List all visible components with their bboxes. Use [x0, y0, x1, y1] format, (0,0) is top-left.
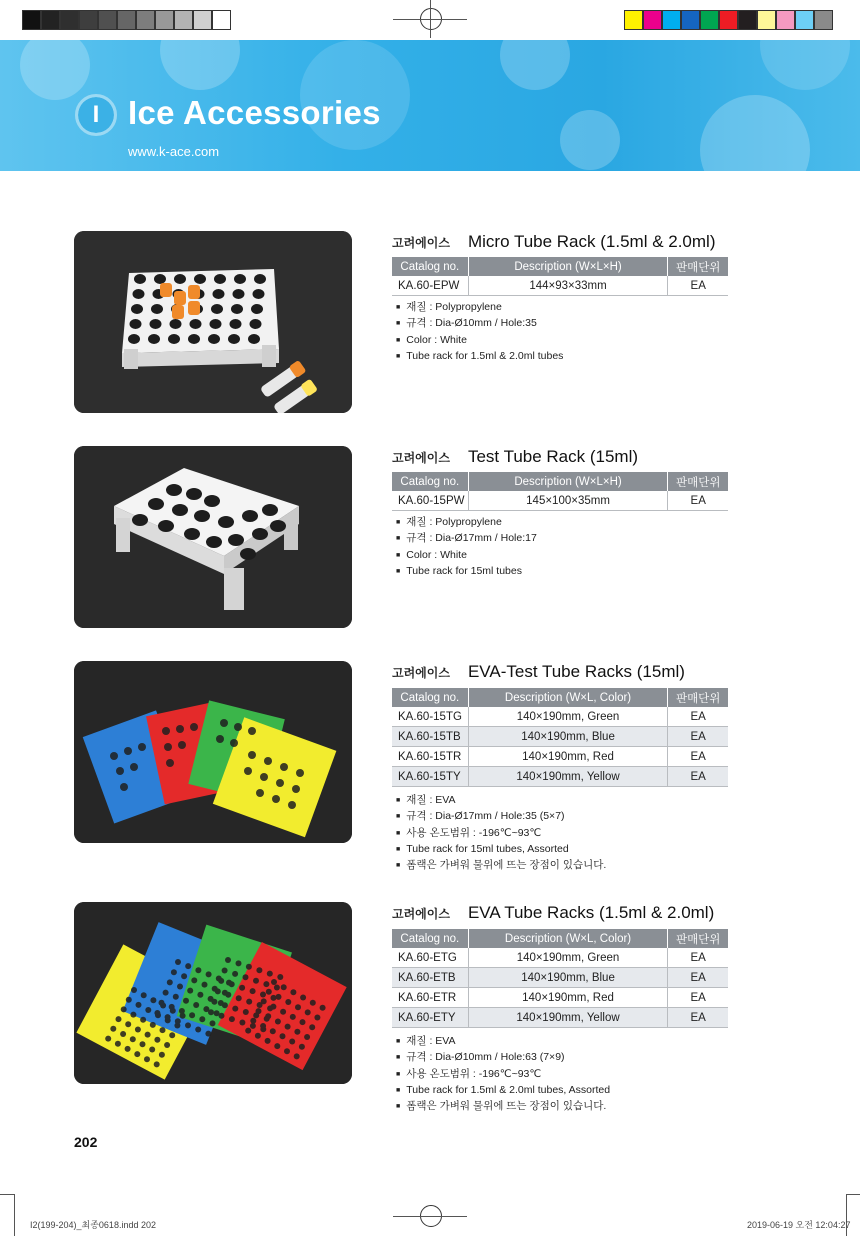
catalog-cell: KA.60-15TR	[392, 747, 468, 767]
catalog-cell: KA.60-ETY	[392, 1008, 468, 1028]
crop-line	[846, 1194, 860, 1195]
rack-hole	[233, 289, 245, 299]
rack-hole	[232, 971, 238, 977]
col-header-description: Description (W×L, Color)	[468, 688, 668, 707]
rack-hole	[190, 319, 202, 329]
table-row	[392, 727, 728, 747]
rack-hole	[285, 1024, 291, 1030]
table-row	[392, 276, 728, 296]
rack-hole	[183, 998, 189, 1004]
unit-cell: EA	[668, 1008, 728, 1028]
rack-hole	[232, 1006, 238, 1012]
rack-hole	[150, 1022, 156, 1028]
rack-hole	[260, 1023, 266, 1029]
note-item: ■ Tube rack for 1.5ml & 2.0ml tubes	[396, 349, 563, 365]
rack-hole	[309, 1024, 315, 1030]
color-swatch	[193, 10, 212, 30]
rack-hole	[230, 319, 242, 329]
rack-hole	[202, 982, 208, 988]
rack-hole	[154, 1061, 160, 1067]
color-swatch	[776, 10, 795, 30]
table-row	[392, 491, 728, 511]
rack-hole	[289, 1039, 295, 1045]
catalog-cell: KA.60-15TG	[392, 707, 468, 727]
product-name: Micro Tube Rack (1.5ml & 2.0ml)	[467, 232, 716, 251]
description-cell: 140×190mm, Green	[468, 948, 668, 968]
crop-line	[0, 1194, 14, 1195]
rack-hole	[170, 319, 182, 329]
rack-hole	[181, 973, 187, 979]
rack-hole	[191, 977, 197, 983]
rack-hole	[134, 1051, 140, 1057]
rack-hole	[243, 974, 249, 980]
rack-hole	[211, 999, 217, 1005]
rack-hole	[208, 334, 220, 344]
rack-hole	[115, 1041, 121, 1047]
eva-test-tube-racks-photo	[74, 661, 352, 843]
rack-hole	[261, 998, 267, 1004]
rack-hole	[159, 1000, 165, 1006]
rack-hole	[159, 1052, 165, 1058]
rack-hole	[116, 1016, 122, 1022]
catalog-cell: KA.60-ETB	[392, 968, 468, 988]
rack-hole	[229, 981, 235, 987]
rack-hole	[164, 1042, 170, 1048]
table-row	[392, 707, 728, 727]
rack-hole	[225, 957, 231, 963]
rack-hole	[222, 1002, 228, 1008]
rack-hole	[175, 959, 181, 965]
description-cell: 140×190mm, Red	[468, 747, 668, 767]
col-header-unit: 판매단위	[668, 472, 728, 491]
website-url[interactable]: www.k-ace.com	[128, 144, 220, 159]
rack-hole	[294, 1053, 300, 1059]
crop-line	[14, 1194, 15, 1236]
rack-hole	[280, 1033, 286, 1039]
rack-hole	[275, 1019, 281, 1025]
color-swatch	[41, 10, 60, 30]
color-swatch	[795, 10, 814, 30]
unit-cell: EA	[668, 968, 728, 988]
color-swatch	[155, 10, 174, 30]
color-swatch	[98, 10, 117, 30]
rack-hole	[121, 1006, 127, 1012]
rack-hole	[314, 1015, 320, 1021]
rack-hole	[163, 990, 169, 996]
col-header-unit: 판매단위	[668, 257, 728, 276]
spec-table	[392, 929, 728, 1028]
rack-hole	[277, 974, 283, 980]
rack-hole	[194, 274, 206, 284]
spec-notes	[396, 1034, 610, 1115]
rack-hole	[133, 289, 145, 299]
rack-hole	[256, 967, 262, 973]
description-cell: 145×100×35mm	[468, 491, 668, 511]
rack-hole	[225, 992, 231, 998]
rack-hole	[136, 1002, 142, 1008]
rack-hole	[141, 992, 147, 998]
product-name: Test Tube Rack (15ml)	[467, 447, 639, 466]
product-title	[392, 903, 714, 923]
brand-label: 고려에이스	[392, 451, 450, 465]
rack-hole	[300, 995, 306, 1001]
rack-hole	[305, 1009, 311, 1015]
col-header-description: Description (W×L×H)	[468, 472, 668, 491]
color-swatch	[117, 10, 136, 30]
rack-hole	[185, 963, 191, 969]
rack-hole	[145, 1032, 151, 1038]
color-swatch	[60, 10, 79, 30]
description-cell: 140×190mm, Yellow	[468, 1008, 668, 1028]
rack-hole	[265, 1013, 271, 1019]
note-item: ■ 재질 : EVA	[396, 1034, 610, 1050]
note-item: ■ Tube rack for 15ml tubes	[396, 564, 537, 580]
rack-hole	[271, 979, 277, 985]
rack-hole	[250, 319, 262, 329]
rack-hole	[125, 1021, 131, 1027]
catalog-cell: KA.60-15TY	[392, 767, 468, 787]
unit-cell: EA	[668, 276, 728, 296]
rack-hole	[154, 1010, 160, 1016]
color-swatch	[738, 10, 757, 30]
rack-hole	[231, 304, 243, 314]
rack-hole	[248, 334, 260, 344]
rack-hole	[206, 971, 212, 977]
rack-hole	[236, 995, 242, 1001]
rack-hole	[294, 1029, 300, 1035]
rack-hole	[144, 1056, 150, 1062]
note-item: ■ 사용 온도범위 : -196℃~93℃	[396, 826, 606, 842]
rack-hole	[304, 1034, 310, 1040]
brand-label: 고려에이스	[392, 666, 450, 680]
rack-hole	[281, 984, 287, 990]
rack-hole	[193, 1002, 199, 1008]
rack-hole	[214, 274, 226, 284]
rack-hole	[295, 1004, 301, 1010]
table-row	[392, 948, 728, 968]
rack-hole	[213, 289, 225, 299]
rack-hole	[256, 1008, 262, 1014]
description-cell: 140×190mm, Red	[468, 988, 668, 1008]
unit-cell: EA	[668, 948, 728, 968]
catalog-cell: KA.60-EPW	[392, 276, 468, 296]
catalog-cell: KA.60-15PW	[392, 491, 468, 511]
rack-hole	[185, 1022, 191, 1028]
micro-tube-rack-photo	[74, 231, 352, 413]
rack-hole	[253, 978, 259, 984]
rack-hole	[236, 960, 242, 966]
rack-hole	[128, 334, 140, 344]
rack-hole	[148, 334, 160, 344]
color-swatch	[79, 10, 98, 30]
spec-table	[392, 688, 728, 787]
rack-hole	[197, 992, 203, 998]
rack-hole	[105, 1036, 111, 1042]
rack-hole	[173, 994, 179, 1000]
rack-hole	[174, 274, 186, 284]
footer-timestamp: 2019-06-19 오전 12:04:27	[747, 1220, 851, 1230]
rack-hole	[126, 997, 132, 1003]
unit-cell: EA	[668, 727, 728, 747]
color-swatch	[174, 10, 193, 30]
page-number: 202	[74, 1134, 98, 1150]
rack-hole	[285, 999, 291, 1005]
note-item: ■ 규격 : Dia-Ø17mm / Hole:17	[396, 531, 537, 547]
color-swatch	[757, 10, 776, 30]
rack-hole	[195, 1027, 201, 1033]
note-item: ■ Tube rack for 1.5ml & 2.0ml tubes, Assorted	[396, 1083, 610, 1099]
spec-notes	[396, 300, 563, 365]
rack-hole	[270, 1004, 276, 1010]
rack-hole	[140, 1041, 146, 1047]
rack-hole	[168, 334, 180, 344]
rack-hole	[135, 1027, 141, 1033]
color-swatch	[624, 10, 643, 30]
section-badge-icon: I	[75, 94, 117, 136]
color-swatch	[22, 10, 41, 30]
col-header-description: Description (W×L×H)	[468, 257, 668, 276]
rack-hole	[310, 1000, 316, 1006]
brand-label: 고려에이스	[392, 907, 450, 921]
rack-hole	[284, 1048, 290, 1054]
rack-hole	[215, 988, 221, 994]
rack-hole	[154, 1037, 160, 1043]
rack-hole	[120, 1031, 126, 1037]
col-header-catalog: Catalog no.	[392, 688, 468, 707]
rack-hole	[160, 1027, 166, 1033]
rack-hole	[300, 1019, 306, 1025]
note-item: ■ Color : White	[396, 548, 537, 564]
rack-hole	[167, 979, 173, 985]
rack-hole	[265, 1038, 271, 1044]
rack-hole	[169, 1032, 175, 1038]
rack-hole	[266, 989, 272, 995]
rack-hole	[210, 1020, 216, 1026]
note-item: ■ 사용 온도범위 : -196℃~93℃	[396, 1067, 610, 1083]
rack-hole	[130, 319, 142, 329]
rack-hole	[245, 1028, 251, 1034]
rack-hole	[218, 978, 224, 984]
rack-hole	[263, 981, 269, 987]
test-tube-rack-photo	[74, 446, 352, 628]
table-row	[392, 988, 728, 1008]
color-swatch	[212, 10, 231, 30]
rack-hole	[125, 1046, 131, 1052]
spec-table	[392, 257, 728, 296]
col-header-catalog: Catalog no.	[392, 472, 468, 491]
color-swatch	[719, 10, 738, 30]
rack-hole	[188, 334, 200, 344]
rack-hole	[251, 304, 263, 314]
rack-hole	[320, 1005, 326, 1011]
rack-hole	[210, 319, 222, 329]
rack-hole	[255, 1033, 261, 1039]
note-item: ■ 폼랙은 가벼워 물위에 뜨는 장점이 있습니다.	[396, 1099, 610, 1115]
rack-hole	[195, 967, 201, 973]
rack-hole	[229, 1016, 235, 1022]
rack-hole	[228, 334, 240, 344]
rack-hole	[179, 1008, 185, 1014]
rack-hole	[234, 274, 246, 284]
rack-hole	[243, 1009, 249, 1015]
rack-hole	[267, 971, 273, 977]
rack-hole	[151, 304, 163, 314]
rack-hole	[134, 274, 146, 284]
note-item: ■ 재질 : Polypropylene	[396, 515, 537, 531]
description-cell: 140×190mm, Green	[468, 707, 668, 727]
col-header-unit: 판매단위	[668, 929, 728, 948]
color-swatch-bar	[624, 10, 833, 30]
crop-line	[430, 0, 431, 38]
note-item: ■ 규격 : Dia-Ø10mm / Hole:35	[396, 316, 563, 332]
rack-hole	[205, 1031, 211, 1037]
color-swatch	[643, 10, 662, 30]
product-name: EVA-Test Tube Racks (15ml)	[467, 662, 685, 681]
catalog-cell: KA.60-15TB	[392, 727, 468, 747]
rack-hole	[154, 274, 166, 284]
note-item: ■ 규격 : Dia-Ø17mm / Hole:35 (5×7)	[396, 809, 606, 825]
rack-hole	[140, 1017, 146, 1023]
product-title	[392, 447, 638, 467]
product-title	[392, 662, 685, 682]
unit-cell: EA	[668, 491, 728, 511]
product-title	[392, 232, 715, 252]
section-title: Ice Accessories	[128, 94, 381, 131]
rack-hole	[254, 274, 266, 284]
description-cell: 144×93×33mm	[468, 276, 668, 296]
table-row	[392, 747, 728, 767]
rack-hole	[276, 994, 282, 1000]
col-header-unit: 판매단위	[668, 688, 728, 707]
rack-hole	[222, 968, 228, 974]
product-name: EVA Tube Racks (1.5ml & 2.0ml)	[467, 903, 715, 922]
color-swatch	[662, 10, 681, 30]
rack-hole	[260, 992, 266, 998]
rack-hole	[208, 1009, 214, 1015]
eva-tube-racks-photo	[74, 902, 352, 1084]
gray-swatch-bar	[22, 10, 231, 30]
rack-hole	[299, 1044, 305, 1050]
rack-hole	[250, 1023, 256, 1029]
rack-hole	[270, 1028, 276, 1034]
catalog-cell: KA.60-ETG	[392, 948, 468, 968]
brand-label: 고려에이스	[392, 236, 450, 250]
unit-cell: EA	[668, 747, 728, 767]
rack-hole	[280, 1009, 286, 1015]
color-swatch	[681, 10, 700, 30]
catalog-cell: KA.60-ETR	[392, 988, 468, 1008]
rack-hole	[246, 964, 252, 970]
table-row	[392, 767, 728, 787]
rack-hole	[169, 1004, 175, 1010]
col-header-catalog: Catalog no.	[392, 257, 468, 276]
note-item: ■ Color : White	[396, 333, 563, 349]
rack-hole	[171, 969, 177, 975]
note-item: ■ Tube rack for 15ml tubes, Assorted	[396, 842, 606, 858]
rack-hole	[239, 1020, 245, 1026]
col-header-catalog: Catalog no.	[392, 929, 468, 948]
rack-hole	[211, 304, 223, 314]
crop-line	[393, 1216, 467, 1217]
rack-hole	[175, 1018, 181, 1024]
rack-hole	[131, 304, 143, 314]
note-item: ■ 재질 : EVA	[396, 793, 606, 809]
rack-hole	[250, 988, 256, 994]
color-swatch	[136, 10, 155, 30]
color-swatch	[814, 10, 833, 30]
note-item: ■ 재질 : Polypropylene	[396, 300, 563, 316]
spec-notes	[396, 793, 606, 874]
spec-table	[392, 472, 728, 511]
rack-hole	[187, 988, 193, 994]
rack-hole	[130, 1036, 136, 1042]
rack-hole	[130, 1012, 136, 1018]
rack-hole	[149, 1047, 155, 1053]
rack-hole	[150, 997, 156, 1003]
rack-hole	[246, 999, 252, 1005]
description-cell: 140×190mm, Blue	[468, 968, 668, 988]
rack-hole	[110, 1026, 116, 1032]
note-item: ■ 규격 : Dia-Ø10mm / Hole:63 (7×9)	[396, 1050, 610, 1066]
rack-hole	[165, 1014, 171, 1020]
rack-hole	[290, 989, 296, 995]
unit-cell: EA	[668, 707, 728, 727]
color-swatch	[700, 10, 719, 30]
rack-hole	[150, 319, 162, 329]
rack-hole	[274, 1043, 280, 1049]
description-cell: 140×190mm, Blue	[468, 727, 668, 747]
rack-hole	[131, 987, 137, 993]
rack-hole	[177, 984, 183, 990]
rack-hole	[271, 995, 277, 1001]
rack-hole	[189, 1012, 195, 1018]
header-banner	[0, 40, 860, 171]
description-cell: 140×190mm, Yellow	[468, 767, 668, 787]
unit-cell: EA	[668, 988, 728, 1008]
rack-hole	[145, 1007, 151, 1013]
note-item: ■ 폼랙은 가벼워 물위에 뜨는 장점이 있습니다.	[396, 858, 606, 874]
rack-hole	[199, 1016, 205, 1022]
rack-hole	[290, 1014, 296, 1020]
rack-hole	[219, 1013, 225, 1019]
col-header-description: Description (W×L, Color)	[468, 929, 668, 948]
footer-file-info: I2(199-204)_최종0618.indd 202	[30, 1220, 156, 1230]
rack-hole	[239, 985, 245, 991]
rack-hole	[250, 1018, 256, 1024]
rack-hole	[253, 289, 265, 299]
spec-notes	[396, 515, 537, 580]
unit-cell: EA	[668, 767, 728, 787]
table-row	[392, 1008, 728, 1028]
table-row	[392, 968, 728, 988]
rack-hole	[274, 985, 280, 991]
